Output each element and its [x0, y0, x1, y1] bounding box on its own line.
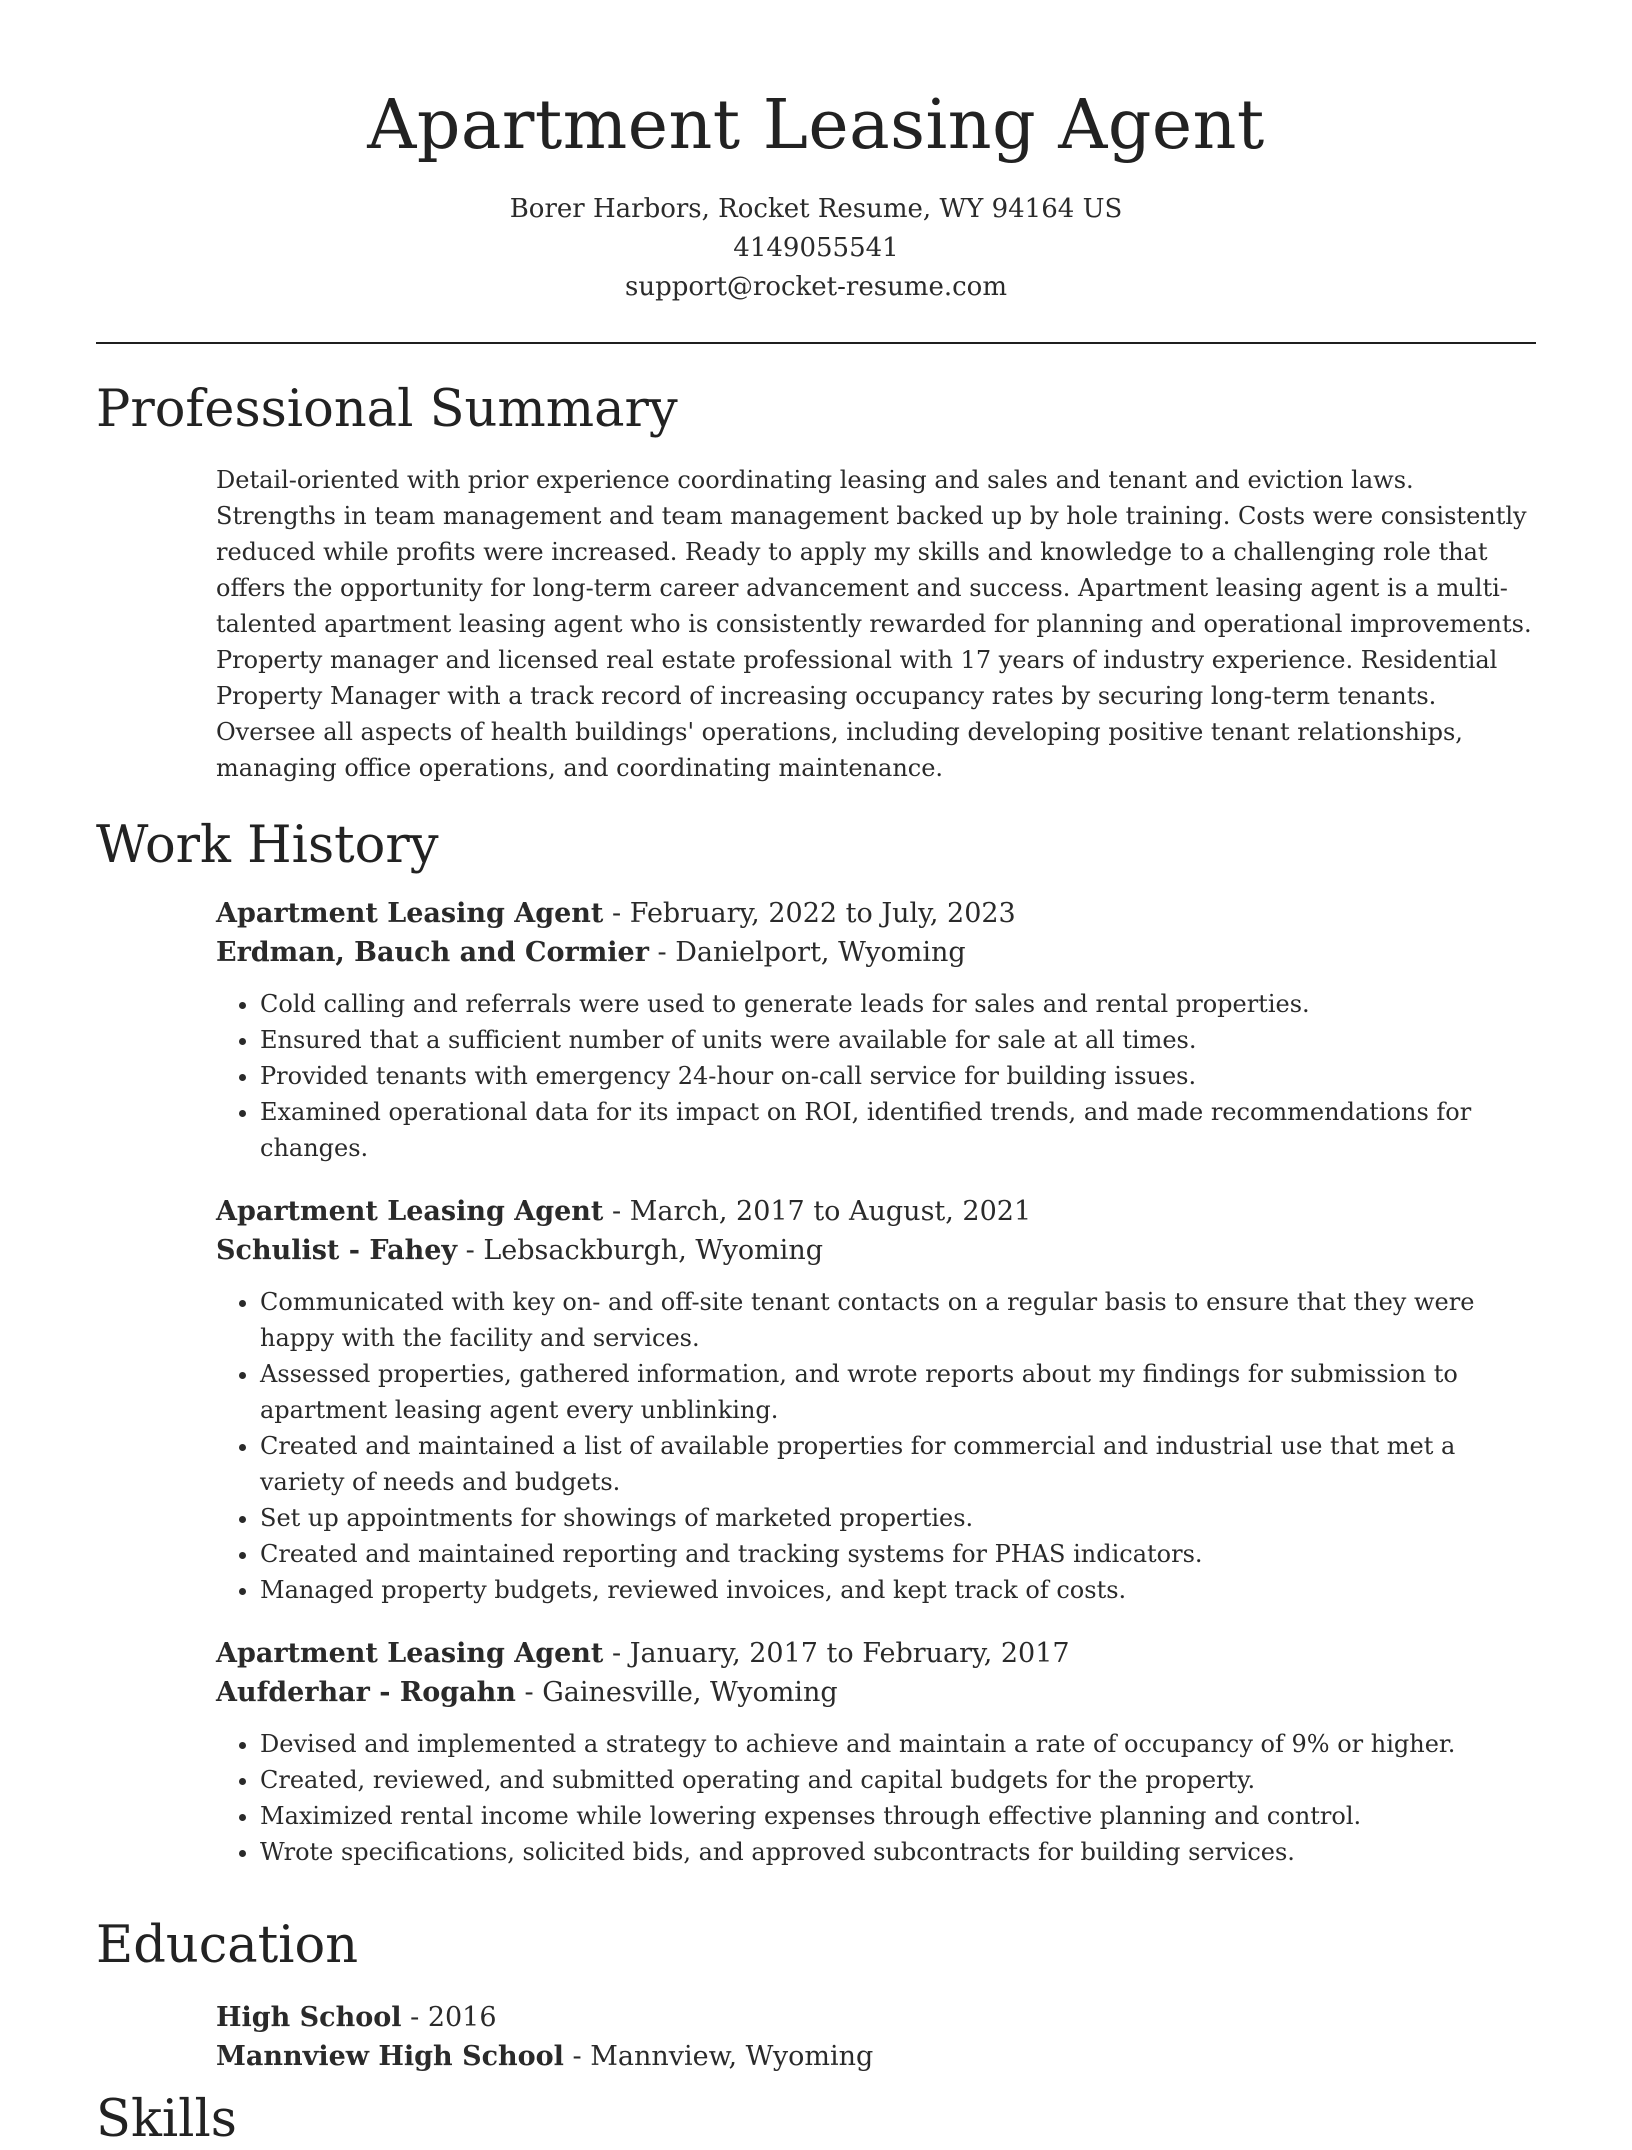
header-divider: [96, 342, 1536, 344]
job-location: - Lebsackburgh, Wyoming: [457, 1235, 823, 1266]
education-location: - Mannview, Wyoming: [563, 2041, 874, 2072]
job-title-line: [216, 1634, 1536, 1673]
list-item: • Managed property budgets, reviewed invoices, and kept track of costs.: [260, 1572, 1536, 1608]
job-company: Schulist - Fahey: [216, 1235, 458, 1266]
section-title-work-history: Work History: [96, 816, 439, 875]
summary-text: Detail-oriented with prior experience coordinating leasing and sales and tenant and eviction laws. Strengths in team management and team management backed up by hole training. Costs were consistently reduced while profits were increased. Ready to apply my skills and knowledge to a challenging role that offers the opportunity for long-term career advancement and success. Apartment leasing agent is a multi-talented apartment leasing agent who is consistently rewarded for planning and operational improvements. Property manager and licensed real estate professional with 17 years of industry experience. Residential Property Manager with a track record of increasing occupancy rates by securing long-term tenants. Oversee all aspects of health buildings' operations, including developing positive tenant relationships, managing office operations, and coordinating maintenance.: [216, 466, 1532, 782]
job-dates: - January, 2017 to February, 2017: [603, 1638, 1070, 1669]
list-item: • Cold calling and referrals were used to generate leads for sales and rental properties.: [260, 986, 1536, 1022]
list-item: • Provided tenants with emergency 24-hour on-call service for building issues.: [260, 1058, 1536, 1094]
job-company: Erdman, Bauch and Cormier: [216, 937, 649, 968]
section-title-professional-summary: Professional Summary: [96, 380, 678, 439]
job-location: - Gainesville, Wyoming: [515, 1677, 838, 1708]
job-dates: - February, 2022 to July, 2023: [603, 898, 1016, 929]
job-entry: [216, 1192, 1536, 1608]
education-degree: High School: [216, 2002, 402, 2033]
list-item: • Devised and implemented a strategy to achieve and maintain a rate of occupancy of 9% or higher.: [260, 1726, 1536, 1762]
section-title-education: Education: [96, 1916, 359, 1975]
list-item: • Created, reviewed, and submitted operating and capital budgets for the property.: [260, 1762, 1536, 1798]
job-entry: [216, 1634, 1536, 1870]
job-company-line: [216, 933, 1536, 972]
resume-header: [0, 0, 1632, 307]
list-item: • Set up appointments for showings of marketed properties.: [260, 1500, 1536, 1536]
list-item: • Assessed properties, gathered information, and wrote reports about my findings for submission to apartment leasing agent every unblinking.: [260, 1356, 1536, 1428]
job-company-line: [216, 1231, 1536, 1270]
email-text: support@rocket-resume.com: [624, 272, 1007, 302]
education-school: Mannview High School: [216, 2041, 564, 2072]
job-location: - Danielport, Wyoming: [648, 937, 966, 968]
page-title: Apartment Leasing Agent: [367, 86, 1265, 165]
list-item: • Wrote specifications, solicited bids, and approved subcontracts for building services.: [260, 1834, 1536, 1870]
list-item: • Ensured that a sufficient number of units were available for sale at all times.: [260, 1022, 1536, 1058]
work-history-section: [96, 816, 1536, 1870]
job-company: Aufderhar - Rogahn: [216, 1677, 516, 1708]
job-role: Apartment Leasing Agent: [216, 1638, 604, 1669]
list-item: • Communicated with key on- and off-site tenant contacts on a regular basis to ensure that they were happy with the facility and services.: [260, 1284, 1536, 1356]
job-title-line: [216, 894, 1536, 933]
contact-info: [0, 190, 1632, 307]
list-item: • Maximized rental income while lowering expenses through effective planning and control.: [260, 1798, 1536, 1834]
professional-summary-section: [96, 380, 1536, 810]
section-title-skills: Skills: [96, 2090, 237, 2149]
list-item: • Examined operational data for its impact on ROI, identified trends, and made recommendations for changes.: [260, 1094, 1536, 1166]
skills-section: [96, 2090, 1536, 2150]
job-role: Apartment Leasing Agent: [216, 898, 604, 929]
education-school-line: [216, 2037, 1536, 2076]
job-dates: - March, 2017 to August, 2021: [603, 1196, 1032, 1227]
job-entry: [216, 894, 1536, 1166]
job-role: Apartment Leasing Agent: [216, 1196, 604, 1227]
address-text: Borer Harbors, Rocket Resume, WY 94164 US: [509, 194, 1123, 224]
list-item: • Created and maintained a list of available properties for commercial and industrial use that met a variety of needs and budgets.: [260, 1428, 1536, 1500]
job-bullet-list: [216, 986, 1536, 1166]
job-bullet-list: [216, 1726, 1536, 1870]
job-company-line: [216, 1673, 1536, 1712]
job-bullet-list: [216, 1284, 1536, 1608]
education-year: - 2016: [401, 2002, 497, 2033]
education-section: [96, 1916, 1536, 2076]
education-degree-line: [216, 1998, 1536, 2037]
job-title-line: [216, 1192, 1536, 1231]
phone-text: 4149055541: [733, 233, 899, 263]
list-item: • Created and maintained reporting and tracking systems for PHAS indicators.: [260, 1536, 1536, 1572]
